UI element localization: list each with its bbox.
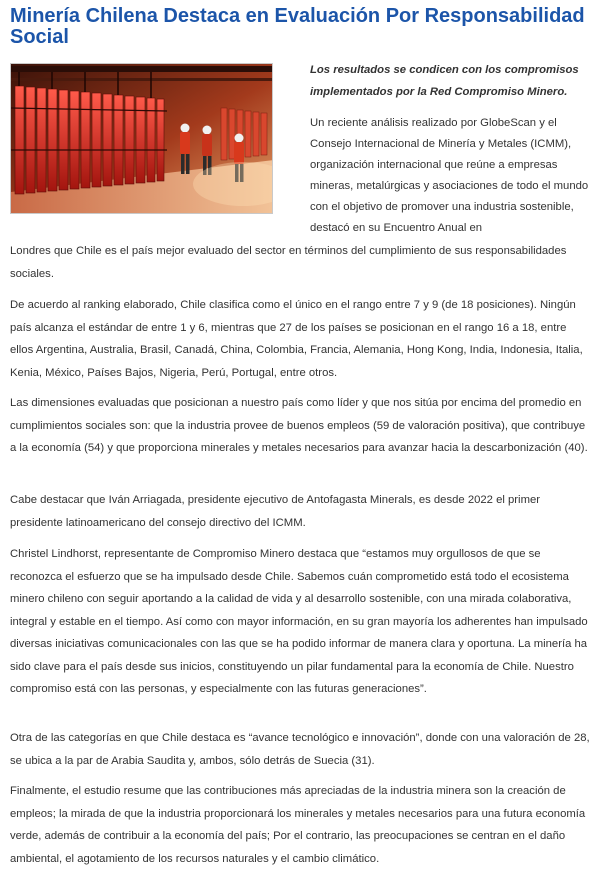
article-lead: Los resultados se condicen con los compromisos implementados por la Red Compromiso Minero. <box>310 64 579 98</box>
paragraph-5: Christel Lindhorst, representante de Compromiso Minero destaca que “estamos muy orgullosos de que se reconozca el esfuerzo que se ha impulsado desde Chile. Sabemos cuán comprometido está todo el ecosistema minero chileno con seguir aportando a la calidad de vida y al desarrollo sostenible, con una mirada colaborativa, integral y estable en el tiempo. Así como con mayor información, en su gran mayoría los adherentes han impulsado diversas iniciativas comunicacionales con las que se ha podido informar de manera clara y oportuna. La minería ha sido clave para el país desde sus inicios, constituyendo un pilar fundamental para la economía de Chile. Nuestro compromiso está con las personas, y especialmente con las futuras generaciones”. <box>10 548 588 695</box>
paragraph-2: De acuerdo al ranking elaborado, Chile clasifica como el único en el rango entre 7 y 9 (de 18 posiciones). Ningún país alcanza el estándar de entre 1 y 6, mientras que 27 de los países se posicionan en el rango 16 a 18, entre ellos Argentina, Australia, Brasil, Canadá, China, Colombia, Francia, Alemania, Hong Kong, India, Indonesia, Italia, Kenia, México, Países Bajos, Nigeria, Perú, Portugal, entre otros. <box>10 299 583 379</box>
copper-refinery-photo <box>10 63 273 214</box>
paragraph-7: Finalmente, el estudio resume que las contribuciones más apreciadas de la industria minera son la creación de empleos; la mirada de que la industria proporcionará los minerales y metales necesarios para una futura economía verde, además de contribuir a la economía del país; Por el contrario, las preocupaciones se centran en el daño ambiental, el agotamiento de los recursos naturales y el cambio climático. <box>10 785 586 865</box>
article-title: Minería Chilena Destaca en Evaluación Por Responsabilidad Social <box>10 5 585 48</box>
paragraph-3: Las dimensiones evaluadas que posicionan a nuestro país como líder y que nos sitúa por encima del promedio en cumplimientos sociales son: que la industria provee de buenos empleos (59 de valoración positiva), que contribuye a la economía (54) y que proporciona minerales y metales necesarios para avanzar hacia la descarbonización (40). <box>10 397 588 454</box>
paragraph-6: Otra de las categorías en que Chile destaca es “avance tecnológico e innovación”, donde con una valoración de 28, se ubica a la par de Arabia Saudita y, ambos, sólo detrás de Suecia (31). <box>10 732 590 767</box>
paragraph-4: Cabe destacar que Iván Arriagada, presidente ejecutivo de Antofagasta Minerals, es desde 2022 el primer presidente latinoamericano del consejo directivo del ICMM. <box>10 494 541 529</box>
paragraph-1-part-2: Londres que Chile es el país mejor evaluado del sector en términos del cumplimiento de sus responsabilidades sociales. <box>10 245 567 280</box>
paragraph-1-part-1: Un reciente análisis realizado por GlobeScan y el Consejo Internacional de Minería y Metales (ICMM), organización internacional que reúne a empresas mineras, metalúrgicas y asociaciones de todo el mundo con el objetivo de promover una industria sostenible, destacó en su Encuentro Anual en <box>310 117 589 234</box>
